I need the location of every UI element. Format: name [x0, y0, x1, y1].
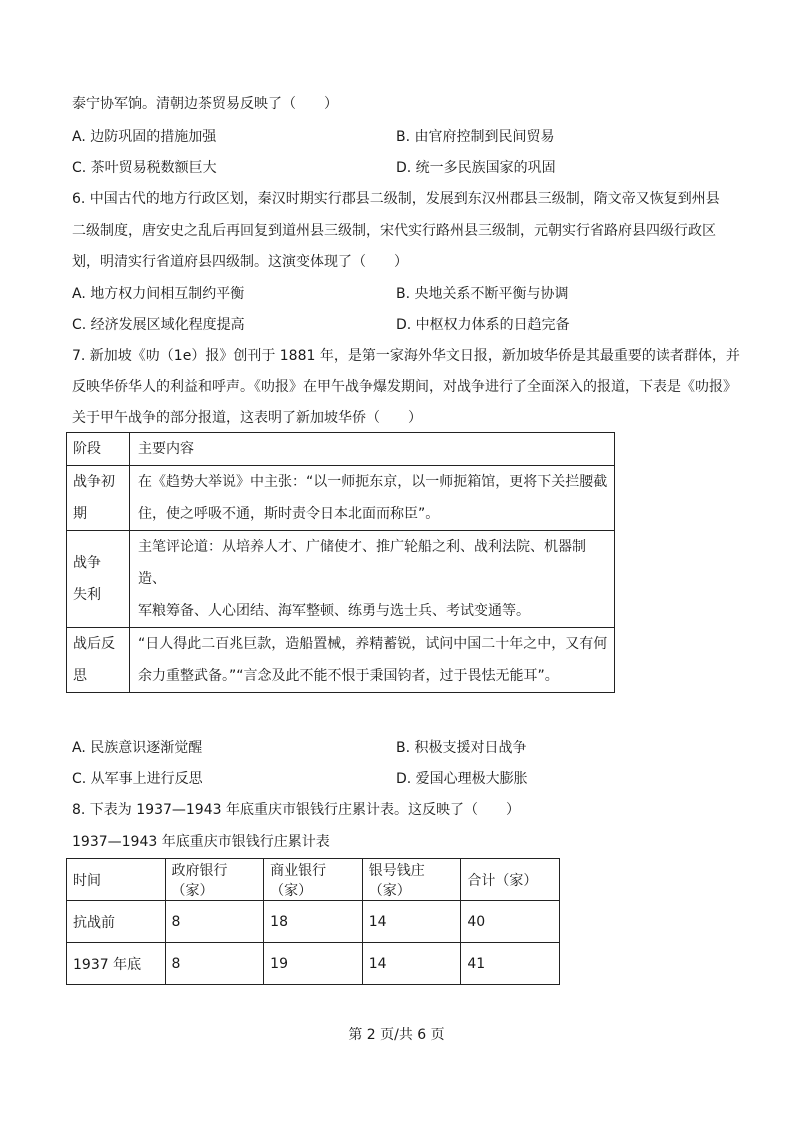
content-text: 军粮筹备、人心团结、海军整顿、练勇与选士兵、考试变通等。 [138, 603, 530, 619]
content-text: 住，使之呼吸不通，斯时责令日本北面而称臣”。 [138, 506, 440, 522]
table-row [67, 943, 560, 985]
q5-stem-tail: 泰宁协军饷。清朝边茶贸易反映了（ ） [72, 96, 338, 112]
table-cell: 19 [264, 943, 363, 985]
q5-option-c: C. 茶叶贸易税数额巨大 [72, 160, 217, 176]
q6-stem-line-1: 6. 中国古代的地方行政区划，秦汉时期实行郡县二级制，发展到东汉州郡县三级制，隋文帝又恢复到州县 [72, 191, 720, 207]
stage-text: 战后反 [73, 636, 115, 652]
q6-option-d: D. 中枢权力体系的日趋完备 [396, 317, 570, 333]
stage-text: 战争初 [73, 474, 115, 490]
q7-option-c: C. 从军事上进行反思 [72, 771, 203, 787]
content-cell [130, 466, 615, 531]
q6-option-b: B. 央地关系不断平衡与协调 [396, 286, 569, 302]
content-text: 余力重整武备。”“言念及此不能不恨于秉国钧者，过于畏怯无能耳”。 [138, 668, 559, 684]
q6-stem-line-3: 划，明清实行省道府县四级制。这演变体现了（ ） [72, 254, 408, 270]
q6-stem-line-2: 二级制度，唐安史之乱后再回复到道州县三级制，宋代实行路州县三级制，元朝实行省路府县四级行政区 [72, 223, 716, 239]
q7-stem-line-2: 反映华侨华人的利益和呼声。《叻报》在甲午战争爆发期间，对战争进行了全面深入的报道，下表是《叻报》 [72, 379, 737, 395]
stage-text: 战争 [73, 555, 101, 571]
table-header-cell: 商业银行（家） [264, 859, 363, 901]
page-number-footer: 第 2 页/共 6 页 [348, 1027, 445, 1043]
table-cell: 41 [461, 943, 560, 985]
content-cell [130, 628, 615, 693]
q7-option-b: B. 积极支援对日战争 [396, 740, 527, 756]
q7-report-table [66, 432, 615, 693]
table-cell: 40 [461, 901, 560, 943]
q8-stem: 8. 下表为 1937—1943 年底重庆市银钱行庄累计表。这反映了（ ） [72, 802, 520, 818]
q8-table-title: 1937—1943 年底重庆市银钱行庄累计表 [72, 834, 330, 850]
content-text: “日人得此二百兆巨款，造船置械，养精蓄锐，试问中国二十年之中，又有何 [138, 636, 608, 652]
stage-text: 思 [73, 668, 87, 684]
table-header-cell: 银号钱庄（家） [362, 859, 461, 901]
q5-option-a: A. 边防巩固的措施加强 [72, 129, 217, 145]
table-cell: 抗战前 [67, 901, 166, 943]
q7-stem-line-3: 关于甲午战争的部分报道，这表明了新加坡华侨（ ） [72, 410, 422, 426]
q7-option-d: D. 爱国心理极大膨胀 [396, 771, 528, 787]
q6-option-a: A. 地方权力间相互制约平衡 [72, 286, 245, 302]
table-header-cell: 时间 [67, 859, 166, 901]
q5-option-b: B. 由官府控制到民间贸易 [396, 129, 555, 145]
table-cell: 8 [165, 943, 264, 985]
content-text: 主笔评论道：从培养人才、广储使才、推广轮船之利、战利法院、机器制造、 [138, 539, 586, 587]
table-header-cell: 政府银行（家） [165, 859, 264, 901]
table-header-cell: 合计（家） [461, 859, 560, 901]
table-cell: 8 [165, 901, 264, 943]
table-header-cell: 主要内容 [130, 433, 615, 466]
content-cell [130, 531, 615, 628]
stage-text: 失利 [73, 587, 101, 603]
content-text: 在《趋势大举说》中主张：“以一师扼东京，以一师扼箱馆，更将下关拦腰截 [138, 474, 608, 490]
stage-cell [67, 466, 130, 531]
table-cell: 18 [264, 901, 363, 943]
table-header-cell: 阶段 [67, 433, 130, 466]
q8-bank-table [66, 858, 560, 985]
q7-stem-line-1: 7. 新加坡《叻（1e）报》创刊于 1881 年，是第一家海外华文日报，新加坡华侨是其最重要的读者群体，并 [72, 348, 740, 364]
table-header-row [67, 859, 560, 901]
stage-cell [67, 531, 130, 628]
table-row [67, 531, 615, 628]
table-cell: 1937 年底 [67, 943, 166, 985]
q6-option-c: C. 经济发展区域化程度提高 [72, 317, 245, 333]
q5-option-d: D. 统一多民族国家的巩固 [396, 160, 556, 176]
table-row [67, 901, 560, 943]
stage-text: 期 [73, 506, 87, 522]
table-cell: 14 [362, 943, 461, 985]
table-row [67, 628, 615, 693]
q7-option-a: A. 民族意识逐渐觉醒 [72, 740, 203, 756]
table-cell: 14 [362, 901, 461, 943]
table-row [67, 466, 615, 531]
stage-cell [67, 628, 130, 693]
table-header-row [67, 433, 615, 466]
